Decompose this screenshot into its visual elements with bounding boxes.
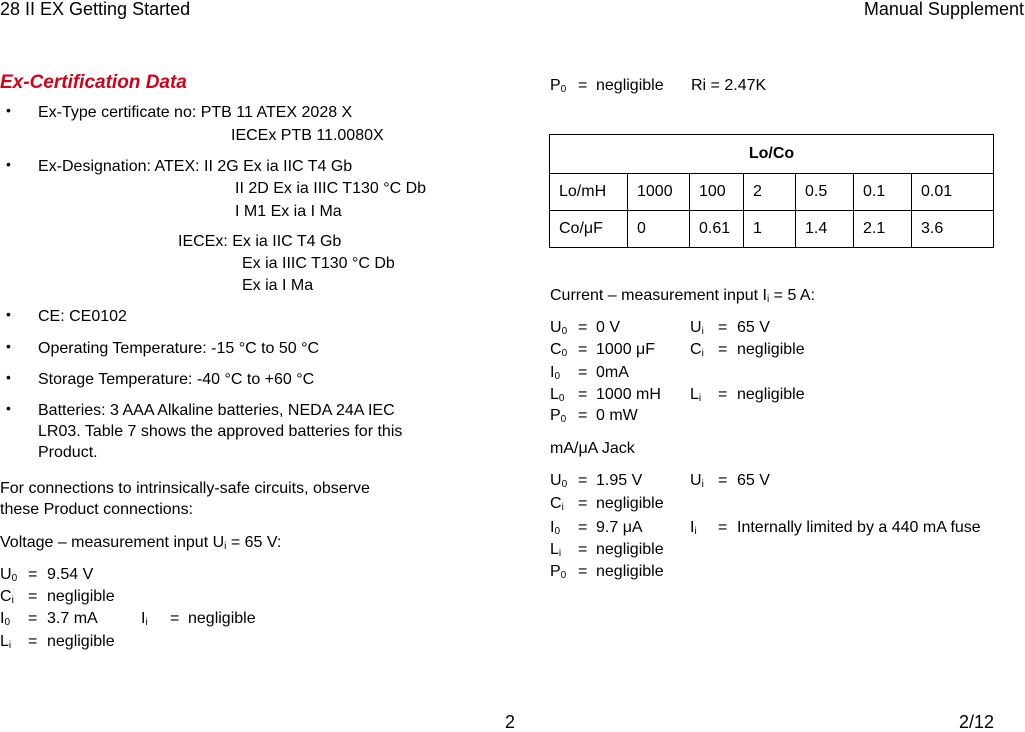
param-symbol: $P_0$ — [550, 407, 567, 425]
eq-sign: = — [718, 386, 728, 403]
table-cell: 1000 — [628, 174, 690, 211]
param-value: 9.7 μA — [596, 519, 643, 536]
eq-sign: = — [718, 341, 728, 358]
eq-sign: = — [578, 386, 588, 403]
param-value: negligible — [596, 563, 664, 580]
param-symbol: $U_i$ — [690, 472, 704, 490]
eq-sign: = — [28, 610, 38, 627]
table-cell: 1.4 — [796, 211, 854, 248]
param-value: 0 V — [596, 319, 621, 336]
table-cell: 2 — [744, 174, 796, 211]
eq-sign: = — [578, 541, 588, 558]
table-cell: Co/μF — [550, 211, 628, 248]
param-symbol: $U_0$ — [0, 566, 18, 584]
page-count: 2/12 — [958, 712, 994, 732]
param-value: 3.7 mA — [47, 610, 98, 627]
connections-para-1: For connections to intrinsically-safe circuits, observe — [0, 480, 370, 497]
param-value: negligible — [737, 341, 805, 358]
param-symbol: $I_0$ — [550, 519, 561, 537]
eq-sign: = — [170, 610, 180, 627]
param-symbol: $U_0$ — [550, 319, 568, 337]
cert-iecex: IECEx PTB 11.0080X — [231, 127, 384, 144]
table-cell: 0.01 — [912, 174, 994, 211]
param-value: negligible — [737, 386, 805, 403]
header-right: Manual Supplement — [863, 0, 1024, 19]
designation-atex-3: I M1 Ex ia I Ma — [235, 203, 342, 220]
storage-temperature: Storage Temperature: -40 °C to +60 °C — [38, 371, 315, 388]
param-value: negligible — [596, 495, 664, 512]
param-symbol: $U_i$ — [690, 319, 704, 337]
eq-sign: = — [28, 588, 38, 605]
table-cell: Lo/mH — [550, 174, 628, 211]
table-cell: 100 — [690, 174, 744, 211]
param-symbol: $U_0$ — [550, 472, 568, 490]
param-value: 1000 mH — [596, 386, 661, 403]
table-cell: 3.6 — [912, 211, 994, 248]
param-symbol: $I_i$ — [141, 610, 148, 628]
batteries-line-2: LR03. Table 7 shows the approved batteries for this — [38, 423, 403, 440]
table-cell: 0.5 — [796, 174, 854, 211]
param-symbol: $L_0$ — [550, 386, 565, 404]
bullet-icon: • — [6, 400, 11, 416]
param-symbol: $P_0$ — [550, 77, 567, 95]
param-value: negligible — [596, 541, 664, 558]
param-value: negligible — [47, 588, 115, 605]
param-value: negligible — [188, 610, 256, 627]
param-value: 1.95 V — [596, 472, 643, 489]
jack-heading: mA/μA Jack — [550, 440, 635, 457]
bullet-icon: • — [6, 338, 11, 354]
param-value: 0mA — [596, 364, 629, 381]
eq-sign: = — [578, 364, 588, 381]
batteries-line-1: Batteries: 3 AAA Alkaline batteries, NEDA 24A IEC — [38, 402, 395, 419]
param-value: negligible — [47, 633, 115, 650]
eq-sign: = — [28, 566, 38, 583]
param-symbol: $L_i$ — [0, 633, 12, 651]
operating-temperature: Operating Temperature: -15 °C to 50 °C — [38, 340, 320, 357]
current-heading: Current – measurement input $I_i = 5$ A: — [550, 287, 816, 305]
eq-sign: = — [718, 319, 728, 336]
bullet-icon: • — [6, 369, 11, 385]
designation-iecex: IECEx: Ex ia IIC T4 Gb — [178, 233, 342, 250]
table-cell: 0 — [628, 211, 690, 248]
page-number: 2 — [505, 712, 516, 732]
param-value: 1000 μF — [596, 341, 656, 358]
eq-sign: = — [578, 563, 588, 580]
param-symbol: $I_0$ — [550, 364, 561, 382]
eq-sign: = — [578, 495, 588, 512]
param-value: Internally limited by a 440 mA fuse — [737, 519, 981, 536]
param-value: 9.54 V — [47, 566, 94, 583]
eq-sign: = — [578, 319, 588, 336]
table-cell: 0.61 — [690, 211, 744, 248]
param-symbol: $C_i$ — [690, 341, 704, 359]
designation-iecex-3: Ex ia I Ma — [242, 277, 314, 294]
section-title: Ex-Certification Data — [0, 72, 187, 93]
eq-sign: = — [578, 472, 588, 489]
bullet-icon: • — [6, 306, 11, 322]
batteries-line-3: Product. — [38, 444, 98, 461]
eq-sign: = — [718, 472, 728, 489]
bullet-icon: • — [6, 102, 11, 118]
eq-sign: = — [718, 519, 728, 536]
table-cell: 0.1 — [854, 174, 912, 211]
param-symbol: $C_i$ — [550, 495, 564, 513]
param-symbol: $C_i$ — [0, 588, 14, 606]
eq-sign: = — [578, 77, 588, 94]
eq-sign: = — [28, 633, 38, 650]
table-cell: 2.1 — [854, 211, 912, 248]
voltage-heading: Voltage – measurement input $U_i = 65$ V: — [0, 534, 282, 552]
param-value: negligible — [596, 77, 664, 94]
designation-atex-2: II 2D Ex ia IIIC T130 °C Db — [235, 180, 427, 197]
eq-sign: = — [578, 407, 588, 424]
param-symbol: $I_0$ — [0, 610, 11, 628]
param-value: 65 V — [737, 472, 770, 489]
ce-mark: CE: CE0102 — [38, 308, 127, 325]
table-title: Lo/Co — [550, 135, 994, 174]
eq-sign: = — [578, 341, 588, 358]
param-symbol: $C_0$ — [550, 341, 568, 359]
param-value: 0 mW — [596, 407, 638, 424]
lo-co-table — [549, 134, 994, 248]
ri-value: Ri = 2.47K — [691, 77, 767, 94]
param-symbol: $I_i$ — [690, 519, 697, 537]
cert-number: Ex-Type certificate no: PTB 11 ATEX 2028 X — [38, 104, 353, 121]
table-row — [550, 174, 994, 211]
param-value: 65 V — [737, 319, 770, 336]
connections-para-2: these Product connections: — [0, 501, 194, 518]
eq-sign: = — [578, 519, 588, 536]
table-row — [550, 211, 994, 248]
param-symbol: $L_i$ — [690, 386, 702, 404]
header-left: 28 II EX Getting Started — [0, 0, 191, 19]
table-cell: 1 — [744, 211, 796, 248]
param-symbol: $L_i$ — [550, 541, 562, 559]
designation-iecex-2: Ex ia IIIC T130 °C Db — [242, 255, 395, 272]
bullet-icon: • — [6, 156, 11, 172]
param-symbol: $P_0$ — [550, 563, 567, 581]
designation-atex: Ex-Designation: ATEX: II 2G Ex ia IIC T4 Gb — [38, 158, 353, 175]
